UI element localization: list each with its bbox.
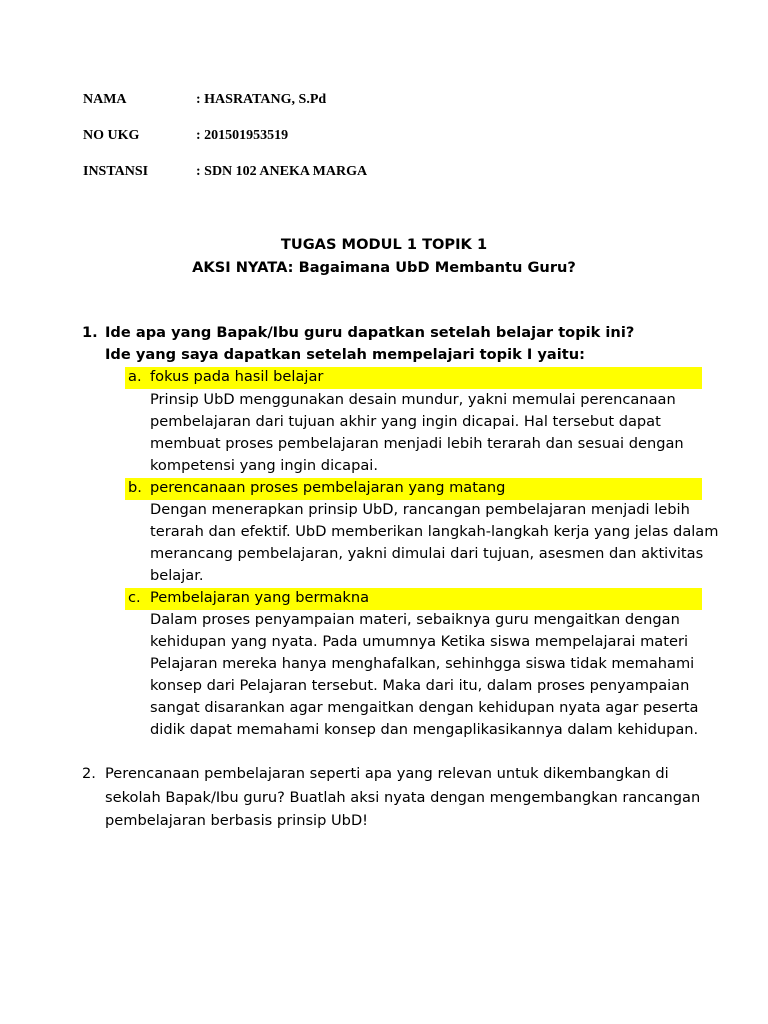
item-a-heading-text: fokus pada hasil belajar [150,368,324,385]
item-b-line: terarah dan efektif. UbD memberikan langkah-langkah kerja yang jelas dalam [150,523,719,540]
question-1-intro: Ide yang saya dapatkan setelah mempelajari topik I yaitu: [105,346,585,363]
ukg-value: : 201501953519 [196,128,289,143]
item-b-line: merancang pembelajaran, yakni dimulai dari tujuan, asesmen dan aktivitas [150,545,704,562]
title-line-2: AKSI NYATA: Bagaimana UbD Membantu Guru? [192,259,576,276]
question-2-line: Perencanaan pembelajaran seperti apa yang relevan untuk dikembangkan di [105,765,669,782]
item-b-heading-text: perencanaan proses pembelajaran yang matang [150,479,506,496]
item-b-line: belajar. [150,567,204,584]
item-c-marker: c. [128,589,141,606]
item-c-heading [125,588,702,610]
title-line-1: TUGAS MODUL 1 TOPIK 1 [280,236,488,253]
item-a-line: pembelajaran dari tujuan akhir yang ingin dicapai. Hal tersebut dapat [150,413,661,430]
question-2-line: sekolah Bapak/Ibu guru? Buatlah aksi nyata dengan mengembangkan rancangan [105,789,701,806]
item-a-line: membuat proses pembelajaran menjadi lebih terarah dan sesuai dengan [150,435,684,452]
question-1-text: Ide apa yang Bapak/Ibu guru dapatkan setelah belajar topik ini? [105,324,635,341]
item-c-line: konsep dari Pelajaran tersebut. Maka dari itu, dalam proses penyampaian [150,677,690,694]
item-c-heading-text: Pembelajaran yang bermakna [150,589,370,606]
ukg-label: NO UKG [83,128,140,143]
item-c-line: kehidupan yang nyata. Pada umumnya Ketika siswa mempelajarai materi [150,633,689,650]
item-c-line: didik dapat memahami konsep dan mengaplikasikannya dalam kehidupan. [150,721,699,738]
nama-label: NAMA [83,92,127,107]
item-a-line: kompetensi yang ingin dicapai. [150,457,378,474]
item-b-line: Dengan menerapkan prinsip UbD, rancangan pembelajaran menjadi lebih [150,501,690,518]
item-a-heading [125,367,702,389]
item-c-line: Dalam proses penyampaian materi, sebaiknya guru mengaitkan dengan [150,611,680,628]
instansi-value: : SDN 102 ANEKA MARGA [196,164,368,179]
item-c-line: Pelajaran mereka hanya menghafalkan, sehinhgga siswa tidak memahami [150,655,695,672]
item-c-line: sangat disarankan agar mengaitkan dengan kehidupan nyata agar peserta [150,699,699,716]
item-b-heading [125,478,702,500]
item-b-marker: b. [128,479,142,496]
question-2-number: 2. [82,765,96,782]
item-a-line: Prinsip UbD menggunakan desain mundur, yakni memulai perencanaan [150,391,676,408]
instansi-label: INSTANSI [83,164,149,179]
nama-value: : HASRATANG, S.Pd [196,92,327,107]
question-1-number: 1. [82,324,98,341]
question-2-line: pembelajaran berbasis prinsip UbD! [105,812,369,829]
item-a-marker: a. [128,368,142,385]
